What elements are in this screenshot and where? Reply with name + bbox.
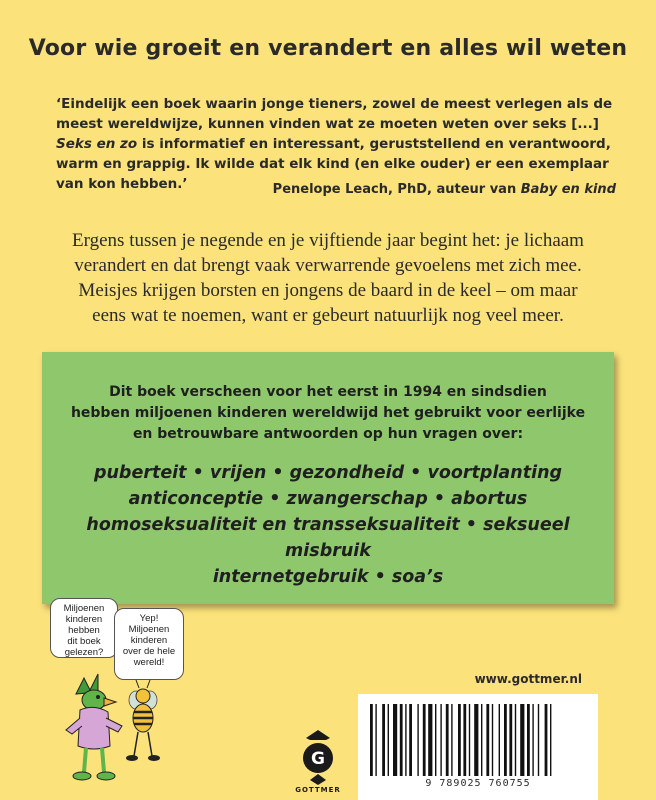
barcode-bar — [446, 704, 449, 776]
barcode-bar — [509, 704, 512, 776]
panel-intro-line: en betrouwbare antwoorden op hun vragen over: — [132, 426, 524, 442]
bubble-line: kinderen — [130, 635, 168, 646]
quote-book-title: Seks en zo — [56, 136, 138, 152]
bird-character-icon — [66, 674, 122, 780]
barcode-bar — [538, 704, 539, 776]
barcode-bar — [469, 704, 470, 776]
intro-line: verandert en dat brengt vaak verwarrende gevoelens met zich mee. — [74, 255, 582, 276]
barcode-bar — [423, 704, 426, 776]
barcode-bar — [515, 704, 516, 776]
topics-panel — [42, 352, 614, 604]
barcode-bar — [388, 704, 389, 776]
panel-intro-line: Dit boek verscheen voor het eerst in 1994 en sindsdien — [109, 384, 547, 400]
bubble-line: wereld! — [133, 657, 165, 668]
barcode-bar — [527, 704, 530, 776]
barcode-bar — [463, 704, 466, 776]
topics-line: internetgebruik • soa’s — [212, 567, 444, 587]
barcode-bar — [375, 704, 376, 776]
bubble-line: Miljoenen — [128, 624, 170, 635]
publisher-logo — [292, 728, 344, 800]
topics-line: puberteit • vrijen • gezondheid • voortplanting — [93, 463, 563, 483]
barcode-bar — [428, 704, 432, 776]
bee-character-icon — [126, 680, 160, 761]
barcode-bar — [481, 704, 482, 776]
barcode-bar — [474, 704, 478, 776]
barcode-bar — [435, 704, 436, 776]
bubble-line: gelezen? — [64, 647, 104, 658]
quote-part-1: ‘Eindelijk een boek waarin jonge tieners, zowel de meest verlegen als de meest wereldwijze, kunnen vinden wat ze moeten weten over seks [...] — [56, 96, 613, 132]
speech-bubble-question — [50, 598, 118, 658]
attribution-name: Penelope Leach, PhD, auteur van — [272, 182, 521, 197]
topics-line: homoseksualiteit en transseksualiteit • seksueel misbruik — [86, 515, 570, 561]
barcode-bar — [492, 704, 493, 776]
barcode-bar — [393, 704, 397, 776]
barcode-icon — [368, 704, 588, 778]
barcode-bar — [504, 704, 507, 776]
logo-letter: G — [311, 749, 325, 769]
publisher-name: GOTTMER — [295, 786, 341, 794]
isbn-barcode — [358, 694, 598, 800]
intro-paragraph — [0, 228, 656, 328]
barcode-bar — [409, 704, 412, 776]
barcode-bar — [499, 704, 500, 776]
intro-line: Meisjes krijgen borsten en jongens de baard in de keel – om maar — [78, 280, 578, 301]
topics-list — [42, 460, 614, 590]
bubble-line: hebben — [68, 625, 100, 636]
barcode-bar — [405, 704, 406, 776]
barcode-bar — [440, 704, 441, 776]
cover-heading: Voor wie groeit en verandert en alles wil weten — [28, 36, 628, 61]
intro-line: Ergens tussen je negende en je vijftiende jaar begint het: je lichaam — [72, 230, 584, 251]
intro-line: eens wat te noemen, want er gebeurt natuurlijk nog veel meer. — [92, 305, 564, 326]
bubble-line: Yep! — [139, 613, 159, 624]
quote-attribution — [273, 182, 616, 197]
cartoon-characters-illustration — [58, 660, 168, 790]
barcode-bar — [545, 704, 548, 776]
publisher-url: www.gottmer.nl — [474, 672, 582, 686]
bubble-line: over de hele — [122, 646, 176, 657]
barcode-bar — [451, 704, 452, 776]
review-quote — [56, 94, 616, 194]
barcode-bar — [370, 704, 373, 776]
topics-line: anticonceptie • zwangerschap • abortus — [128, 489, 528, 509]
barcode-bar — [458, 704, 461, 776]
gottmer-logo-icon — [292, 728, 344, 786]
barcode-bar — [417, 704, 418, 776]
isbn-number: 9 789025 760755 — [425, 778, 531, 789]
attribution-book: Baby en kind — [520, 182, 616, 197]
barcode-bar — [532, 704, 533, 776]
quote-part-2: is informatief en interessant, geruststellend en verantwoord, warm en grappig. Ik wilde dat elk kind (en elke ouder) er een exemplaar van kon hebben.’ — [56, 136, 611, 192]
panel-intro-line: hebben miljoenen kinderen wereldwijd het gebruikt voor eerlijke — [70, 405, 586, 421]
barcode-bar — [400, 704, 403, 776]
bubble-line: dit boek — [67, 636, 101, 647]
barcode-bar — [520, 704, 524, 776]
bubble-line: kinderen — [65, 614, 103, 625]
barcode-bar — [550, 704, 551, 776]
barcode-bar — [382, 704, 385, 776]
bubble-line: Miljoenen — [63, 603, 105, 614]
barcode-bar — [486, 704, 489, 776]
panel-intro — [42, 382, 614, 445]
